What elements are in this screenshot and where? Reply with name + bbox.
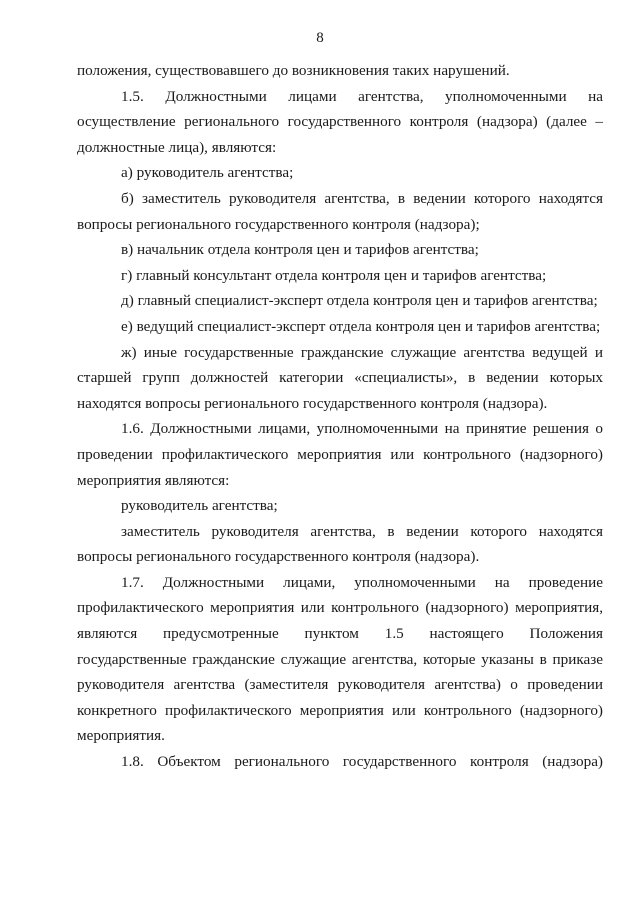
paragraph-1-7: 1.7. Должностными лицами, уполномоченными на проведение профилактического мероприятия или контрольного (надзорного) мероприятия, являются предусмотренные пунктом 1.5 настоящего Положения государственные гражданские служащие агентства, которые указаны в приказе руководителя агентства (заместителя руководителя агентства) о проведении конкретного профилактического мероприятия или контрольного (надзорного) мероприятия. (77, 573, 603, 745)
list-item-deputy: заместитель руководителя агентства, в ведении которого находятся вопросы регионального государственного контроля (надзора). (77, 522, 603, 566)
paragraph-continuation: положения, существовавшего до возникновения таких нарушений. (77, 62, 510, 79)
page-number: 8 (316, 30, 324, 46)
list-item-d: д) главный специалист-эксперт отдела контроля цен и тарифов агентства; (121, 292, 598, 310)
list-item-head: руководитель агентства; (121, 497, 278, 515)
document-body (77, 58, 603, 775)
paragraph-1-6: 1.6. Должностными лицами, уполномоченными на принятие решения о проведении профилактического мероприятия или контрольного (надзорного) мероприятия являются: (77, 420, 603, 489)
paragraph-1-8: 1.8. Объектом регионального государственного контроля (надзора) (121, 753, 603, 771)
list-item-e: е) ведущий специалист-эксперт отдела контроля цен и тарифов агентства; (121, 317, 601, 335)
list-item-zh: ж) иные государственные гражданские служащие агентства ведущей и старшей групп должностей категории «специалисты», в ведении которых находятся вопросы регионального государственного контроля (надзора). (77, 343, 603, 412)
paragraph-1-5: 1.5. Должностными лицами агентства, уполномоченными на осуществление регионального государственного контроля (надзора) (далее – должностные лица), являются: (77, 87, 603, 156)
list-item-b: б) заместитель руководителя агентства, в ведении которого находятся вопросы регионального государственного контроля (надзора); (77, 189, 603, 233)
list-item-g: г) главный консультант отдела контроля цен и тарифов агентства; (121, 266, 547, 284)
list-item-v: в) начальник отдела контроля цен и тарифов агентства; (121, 241, 479, 259)
list-item-a: а) руководитель агентства; (121, 164, 294, 182)
